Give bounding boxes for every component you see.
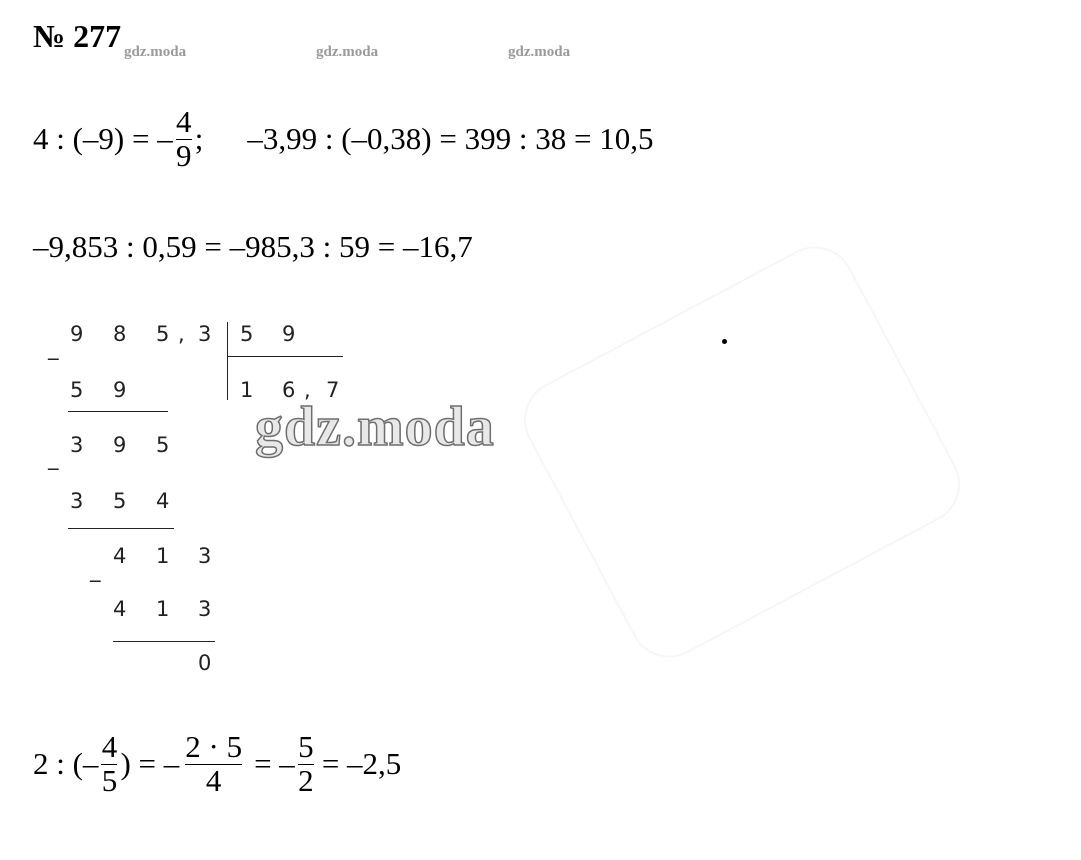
eq3-mid2: = – <box>254 746 295 782</box>
fraction-numerator: 4 <box>101 729 118 764</box>
minus-sign: _ <box>90 558 101 582</box>
eq3-end: = –2,5 <box>321 746 402 782</box>
step-digit: 1 <box>156 544 170 568</box>
fraction-numerator: 2 · 5 <box>185 729 243 764</box>
stray-dot <box>722 339 727 344</box>
subtraction-line <box>113 641 215 642</box>
dividend-digit: 5 <box>156 322 170 346</box>
fraction-5-2 <box>298 731 314 797</box>
division-vertical-bar <box>227 322 228 400</box>
fraction-numerator: 5 <box>298 729 314 764</box>
eq1-left: 4 : (–9) = – <box>33 121 173 157</box>
eq3-mid1: ) = – <box>120 746 180 782</box>
watermark-large: gdz.moda <box>255 396 495 458</box>
quotient-digit: 6 <box>282 378 296 402</box>
equation-line-2: –9,853 : 0,59 = –985,3 : 59 = –16,7 <box>33 229 473 264</box>
dividend-comma: , <box>178 322 185 346</box>
step-digit: 9 <box>113 378 127 402</box>
dividend-digit: 8 <box>113 322 127 346</box>
fraction-4-9 <box>176 106 192 172</box>
fraction-denominator: 2 <box>298 762 314 798</box>
background-watermark-shape <box>510 232 974 671</box>
minus-sign: _ <box>48 446 59 470</box>
step-digit: 5 <box>156 433 170 457</box>
step-digit: 5 <box>70 378 84 402</box>
watermark-small-2: gdz.moda <box>316 44 379 60</box>
minus-sign: _ <box>48 336 59 360</box>
dividend-digit: 9 <box>70 322 84 346</box>
problem-number: № 277 <box>33 18 122 54</box>
step-digit: 3 <box>70 433 84 457</box>
fraction-numerator: 4 <box>176 104 192 139</box>
equation-line-1 <box>33 106 653 172</box>
step-digit: 1 <box>156 597 170 621</box>
fraction-denominator: 4 <box>205 762 222 798</box>
quotient-comma: , <box>304 378 311 402</box>
fraction-denominator: 5 <box>101 762 118 798</box>
divisor-digit: 5 <box>240 322 254 346</box>
watermark-small-1: gdz.moda <box>124 44 187 60</box>
step-digit: 5 <box>113 489 127 513</box>
equation-line-3 <box>33 731 401 797</box>
eq3-start: 2 : (– <box>33 746 99 782</box>
step-digit: 3 <box>198 544 212 568</box>
step-digit: 4 <box>156 489 170 513</box>
dividend-digit: 3 <box>198 322 212 346</box>
remainder-digit: 0 <box>198 651 212 675</box>
eq1-semicolon: ; <box>194 121 204 157</box>
watermark-small-3: gdz.moda <box>508 44 571 60</box>
divisor-digit: 9 <box>282 322 296 346</box>
fraction-2x5-4 <box>185 731 242 797</box>
eq1-right: –3,99 : (–0,38) = 399 : 38 = 10,5 <box>247 121 654 157</box>
step-digit: 4 <box>113 544 127 568</box>
step-digit: 3 <box>70 489 84 513</box>
quotient-digit: 1 <box>240 378 254 402</box>
fraction-4-5 <box>101 731 117 797</box>
subtraction-line <box>68 528 174 529</box>
subtraction-line <box>68 411 168 412</box>
fraction-denominator: 9 <box>176 137 192 173</box>
step-digit: 3 <box>198 597 212 621</box>
divisor-underline <box>227 356 343 357</box>
step-digit: 9 <box>113 433 127 457</box>
quotient-digit: 7 <box>326 378 340 402</box>
step-digit: 4 <box>113 597 127 621</box>
